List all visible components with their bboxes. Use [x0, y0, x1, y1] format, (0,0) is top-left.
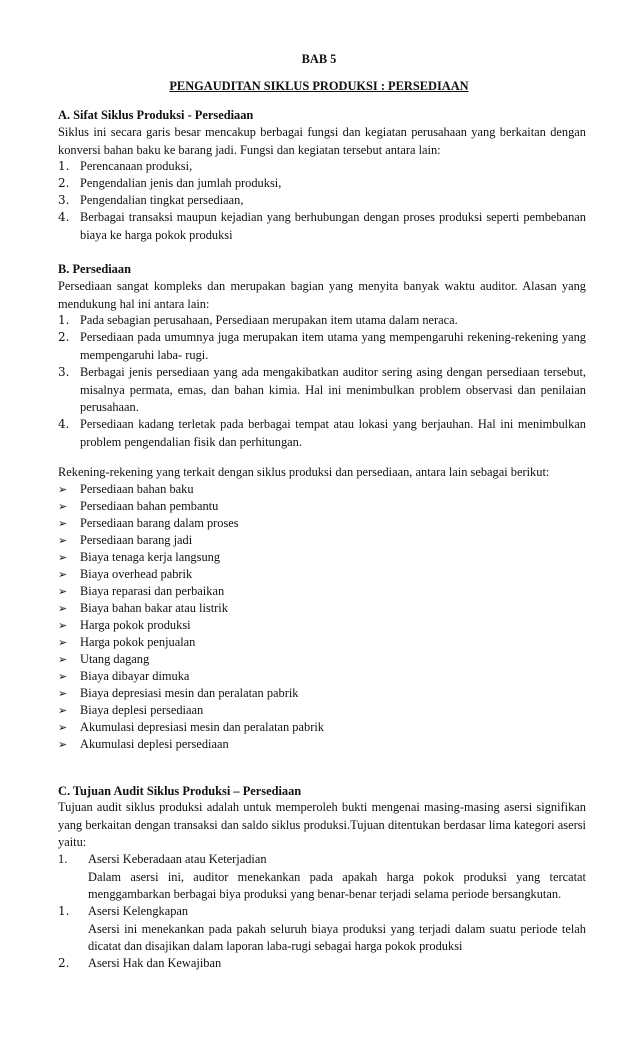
- item-text: Pada sebagian perusahaan, Persediaan merupakan item utama dalam neraca.: [80, 313, 458, 327]
- account-label: Akumulasi deplesi persediaan: [80, 737, 229, 751]
- account-label: Persediaan barang dalam proses: [80, 516, 239, 530]
- arrow-bullet-icon: ➢: [58, 704, 68, 717]
- item-description: Dalam asersi ini, auditor menekankan pada apakah harga pokok produksi yang tercatat menggambarkan berbagai biya produksi yang benar-benar terjadi selama periode bersangkutan.: [88, 869, 586, 901]
- item-text: Berbagai transaksi maupun kejadian yang berhubungan dengan proses produksi seperti pembebanan biaya ke harga pokok produksi: [80, 210, 586, 242]
- account-item: [58, 634, 195, 651]
- arrow-bullet-icon: ➢: [58, 602, 68, 615]
- item-description: Asersi ini menekankan pada pakah seluruh biaya produksi yang terjadi dalam suatu periode telah dicatat dan disajikan dalam laporan laba-rugi sebagai harga pokok produksi: [88, 921, 586, 953]
- section-c-intro: Tujuan audit siklus produksi adalah untuk memperoleh bukti mengenai masing-masing asersi signifikan yang berkaitan dengan transaksi dan saldo siklus produksi.Tujuan ditentukan berdasar lima kategori asersi yaitu:: [58, 800, 586, 849]
- document-title: PENGAUDITAN SIKLUS PRODUKSI : PERSEDIAAN: [169, 79, 469, 93]
- account-item: [58, 532, 192, 549]
- section-b-item: [58, 364, 586, 417]
- arrow-bullet-icon: ➢: [58, 636, 68, 649]
- section-c-item: [58, 851, 586, 904]
- arrow-bullet-icon: ➢: [58, 670, 68, 683]
- arrow-bullet-icon: ➢: [58, 500, 68, 513]
- item-number: 2.: [58, 176, 70, 190]
- account-item: [58, 515, 239, 532]
- item-number: 4.: [58, 417, 70, 431]
- item-number: 4.: [58, 210, 70, 224]
- section-b-item: [58, 329, 586, 364]
- arrow-bullet-icon: ➢: [58, 738, 68, 751]
- account-label: Biaya deplesi persediaan: [80, 703, 204, 717]
- account-item: [58, 600, 228, 617]
- account-label: Harga pokok penjualan: [80, 635, 196, 649]
- item-number: 1.: [58, 852, 68, 866]
- account-item: [58, 566, 192, 583]
- account-item: [58, 617, 191, 634]
- account-item: [58, 651, 149, 668]
- account-item: [58, 583, 224, 600]
- account-label: Biaya bahan bakar atau listrik: [80, 601, 228, 615]
- section-a-item: [58, 209, 586, 244]
- account-label: Biaya reparasi dan perbaikan: [80, 584, 225, 598]
- account-label: Persediaan bahan pembantu: [80, 499, 219, 513]
- arrow-bullet-icon: ➢: [58, 585, 68, 598]
- item-text: Persediaan kadang terletak pada berbagai tempat atau lokasi yang berjauhan. Hal ini menimbulkan problem pengendalian fisik dan perhitungan.: [80, 417, 586, 449]
- item-text: Persediaan pada umumnya juga merupakan item utama yang mempengaruhi rekening-rekening yang mempengaruhi laba- rugi.: [80, 330, 586, 362]
- account-item: [58, 719, 324, 736]
- arrow-bullet-icon: ➢: [58, 483, 68, 496]
- accounts-intro: Rekening-rekening yang terkait dengan siklus produksi dan persediaan, antara lain sebagai berikut:: [58, 465, 550, 479]
- account-label: Biaya dibayar dimuka: [80, 669, 190, 683]
- arrow-bullet-icon: ➢: [58, 721, 68, 734]
- account-item: [58, 736, 229, 753]
- account-label: Persediaan barang jadi: [80, 533, 193, 547]
- item-text: Berbagai jenis persediaan yang ada mengakibatkan auditor sering asing dengan persediaan tersebut, misalnya permata, emas, dan bahan kimia. Hal ini menimbulkan problem observasi dan penilaian perusahaan.: [80, 365, 586, 414]
- account-label: Biaya depresiasi mesin dan peralatan pabrik: [80, 686, 299, 700]
- item-text: Pengendalian tingkat persediaan,: [80, 193, 244, 207]
- account-item: [58, 685, 298, 702]
- section-a-item: [58, 175, 586, 193]
- item-number: 2.: [58, 956, 70, 970]
- account-item: [58, 481, 194, 498]
- account-label: Utang dagang: [80, 652, 150, 666]
- account-label: Biaya tenaga kerja langsung: [80, 550, 221, 564]
- account-label: Harga pokok produksi: [80, 618, 191, 632]
- item-text: Pengendalian jenis dan jumlah produksi,: [80, 176, 282, 190]
- account-item: [58, 549, 220, 566]
- arrow-bullet-icon: ➢: [58, 653, 68, 666]
- item-number: 1.: [58, 904, 70, 918]
- item-title: Asersi Kelengkapan: [88, 904, 189, 918]
- section-c-heading: C. Tujuan Audit Siklus Produksi – Persediaan: [58, 784, 302, 798]
- account-item: [58, 498, 218, 515]
- section-a-intro: Siklus ini secara garis besar mencakup berbagai fungsi dan kegiatan perusahaan yang berkaitan dengan konversi bahan baku ke barang jadi. Fungsi dan kegiatan tersebut antara lain:: [58, 125, 586, 157]
- item-number: 1.: [58, 159, 70, 173]
- item-number: 3.: [58, 365, 70, 379]
- item-title: Asersi Hak dan Kewajiban: [88, 956, 222, 970]
- arrow-bullet-icon: ➢: [58, 568, 68, 581]
- chapter-label: BAB 5: [301, 52, 337, 66]
- arrow-bullet-icon: ➢: [58, 619, 68, 632]
- account-label: Biaya overhead pabrik: [80, 567, 193, 581]
- section-b-intro: Persediaan sangat kompleks dan merupakan bagian yang menyita banyak waktu auditor. Alasan yang mendukung hal ini antara lain:: [58, 279, 586, 311]
- account-item: [58, 668, 189, 685]
- section-c-item: [58, 955, 586, 973]
- arrow-bullet-icon: ➢: [58, 687, 68, 700]
- arrow-bullet-icon: ➢: [58, 551, 68, 564]
- item-number: 3.: [58, 193, 70, 207]
- item-number: 1.: [58, 313, 70, 327]
- arrow-bullet-icon: ➢: [58, 534, 68, 547]
- account-item: [58, 702, 203, 719]
- item-text: Perencanaan produksi,: [80, 159, 193, 173]
- section-b-heading: B. Persediaan: [58, 262, 131, 276]
- section-b-item: [58, 416, 586, 451]
- section-b-item: [58, 312, 586, 330]
- section-a-heading: A. Sifat Siklus Produksi - Persediaan: [58, 108, 254, 122]
- arrow-bullet-icon: ➢: [58, 517, 68, 530]
- section-c-item: [58, 903, 586, 956]
- section-a-item: [58, 158, 586, 176]
- item-title: Asersi Keberadaan atau Keterjadian: [88, 852, 267, 866]
- account-label: Akumulasi depresiasi mesin dan peralatan pabrik: [80, 720, 324, 734]
- item-number: 2.: [58, 330, 70, 344]
- section-a-item: [58, 192, 586, 210]
- account-label: Persediaan bahan baku: [80, 482, 194, 496]
